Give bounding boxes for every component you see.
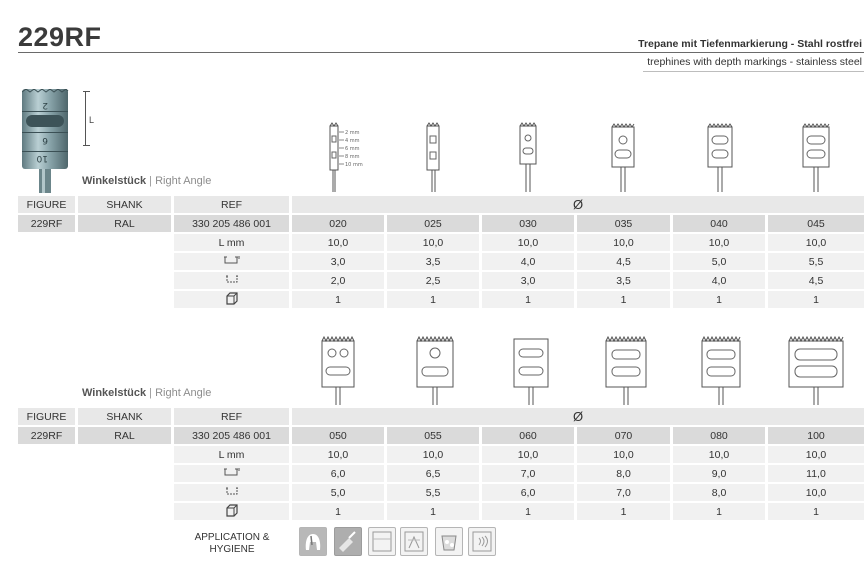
angle-label-en: Right Angle [155,175,212,187]
table-row [18,503,864,522]
value-cell: 1 [673,291,768,310]
inner-depth-icon [223,273,241,285]
angle-label-separator: | [149,387,153,399]
size-cell: 100 [768,427,864,446]
outer-depth-icon [223,254,241,266]
size-cell: 045 [768,215,864,234]
value-cell: 3,5 [387,253,482,272]
value-cell: 5,0 [673,253,768,272]
value-cell: 9,0 [673,465,768,484]
depth-mark: 2 [42,100,48,110]
ultrasonic-icon [468,527,496,556]
header-shank: SHANK [78,408,174,427]
value-cell: 10,0 [292,446,387,465]
depth-scale-label: 4 mm [345,138,360,144]
value-cell: 10,0 [768,484,864,503]
trephine-drawing [424,122,444,192]
trephine-drawing [705,122,735,192]
trephine-drawing [517,122,541,192]
size-cell: 035 [577,215,673,234]
trephine-drawing [699,335,743,405]
trephine-photo-icon [22,89,74,193]
value-cell: 11,0 [768,465,864,484]
header-diameter: Ø [292,196,864,215]
value-cell: 1 [292,503,387,522]
page-title: 229RF [18,22,102,52]
product-figure: 229RF [18,215,78,234]
size-cell: 060 [482,427,577,446]
value-cell: 6,0 [292,465,387,484]
value-cell: 2,0 [292,272,387,291]
row-label [174,253,292,272]
trephine-drawing [414,335,456,405]
trephine-drawing [603,335,649,405]
value-cell: 10,0 [387,234,482,253]
subtitle-english: trephines with depth markings - stainless steel [647,56,862,68]
value-cell: 10,0 [482,234,577,253]
inner-depth-icon [223,485,241,497]
header-shank: SHANK [78,196,174,215]
row-label [174,484,292,503]
table-row [18,465,864,484]
angle-label-de: Winkelstück [82,387,147,399]
size-cell: 055 [387,427,482,446]
angle-label-de: Winkelstück [82,175,147,187]
value-cell: 2,5 [387,272,482,291]
value-cell: 3,0 [482,272,577,291]
value-cell: 10,0 [673,234,768,253]
angle-label-en: Right Angle [155,387,212,399]
value-cell: 5,5 [768,253,864,272]
thermo-disinfector-icon [368,527,396,556]
value-cell: 10,0 [577,446,673,465]
spec-table-2 [18,408,864,522]
table-row [18,446,864,465]
value-cell: 10,0 [482,446,577,465]
depth-scale-label: 6 mm [345,146,360,152]
size-cell: 020 [292,215,387,234]
value-cell: 1 [387,291,482,310]
value-cell: 5,0 [292,484,387,503]
product-shank: RAL [78,427,174,446]
value-cell: 10,0 [292,234,387,253]
product-shank: RAL [78,215,174,234]
depth-mark: 6 [42,135,48,145]
value-cell: 1 [577,503,673,522]
row-label [174,503,292,522]
table-row [18,253,864,272]
spec-table-1 [18,196,864,310]
package-icon [225,292,239,305]
value-cell: 4,5 [768,272,864,291]
table-row [18,427,864,446]
table-header-row [18,408,864,427]
table-row [18,291,864,310]
value-cell: 10,0 [387,446,482,465]
value-cell: 7,0 [577,484,673,503]
cleaning-bath-icon [435,527,463,556]
value-cell: 1 [577,291,673,310]
value-cell: 1 [387,503,482,522]
value-cell: 1 [482,503,577,522]
value-cell: 10,0 [673,446,768,465]
sterilization-icon [400,527,428,556]
outer-depth-icon [223,466,241,478]
application-hygiene-label [186,532,278,556]
header-figure: FIGURE [18,408,78,427]
title-divider [18,52,864,53]
application-label-line: APPLICATION & [194,532,270,543]
section-1-angle-label [82,175,211,187]
table-row [18,234,864,253]
subtitle-german: Trepane mit Tiefenmarkierung - Stahl rostfrei [638,38,862,50]
table-row [18,272,864,291]
value-cell: 8,0 [673,484,768,503]
trephine-drawing [609,122,637,192]
value-cell: 3,0 [292,253,387,272]
value-cell: 6,5 [387,465,482,484]
depth-scale-label: 2 mm [345,130,360,136]
header-ref: REF [174,196,292,215]
value-cell: 4,5 [577,253,673,272]
header-ref: REF [174,408,292,427]
depth-mark: 10 [36,153,48,163]
row-label-length: L mm [174,234,292,253]
subtitle-divider [643,71,864,72]
value-cell: 3,5 [577,272,673,291]
size-cell: 025 [387,215,482,234]
size-cell: 070 [577,427,673,446]
bone-application-icon [334,527,362,556]
header-figure: FIGURE [18,196,78,215]
angle-label-separator: | [149,175,153,187]
trephine-drawing [511,335,551,405]
size-cell: 050 [292,427,387,446]
value-cell: 6,0 [482,484,577,503]
size-cell: 040 [673,215,768,234]
value-cell: 1 [768,291,864,310]
value-cell: 1 [482,291,577,310]
depth-scale-label: 10 mm [345,162,363,168]
value-cell: 7,0 [482,465,577,484]
value-cell: 4,0 [673,272,768,291]
value-cell: 4,0 [482,253,577,272]
product-figure: 229RF [18,427,78,446]
length-label: L [89,115,95,125]
table-header-row [18,196,864,215]
value-cell: 8,0 [577,465,673,484]
row-label-length: L mm [174,446,292,465]
value-cell: 1 [673,503,768,522]
trephine-drawing [319,335,357,405]
trephine-drawing [326,122,368,192]
value-cell: 10,0 [768,446,864,465]
value-cell: 10,0 [768,234,864,253]
value-cell: 1 [292,291,387,310]
section-2-angle-label [82,387,211,399]
size-cell: 080 [673,427,768,446]
package-icon [225,504,239,517]
size-cell: 030 [482,215,577,234]
product-ref: 330 205 486 001 [174,427,292,446]
value-cell: 10,0 [577,234,673,253]
row-label [174,272,292,291]
trephine-drawing [800,122,832,192]
table-row [18,484,864,503]
value-cell: 1 [768,503,864,522]
product-ref: 330 205 486 001 [174,215,292,234]
trephine-drawing [786,335,846,405]
value-cell: 5,5 [387,484,482,503]
dental-application-icon [299,527,327,556]
row-label [174,465,292,484]
hygiene-label-line: HYGIENE [209,544,255,555]
header-diameter: Ø [292,408,864,427]
table-row [18,215,864,234]
depth-scale-label: 8 mm [345,154,360,160]
row-label [174,291,292,310]
